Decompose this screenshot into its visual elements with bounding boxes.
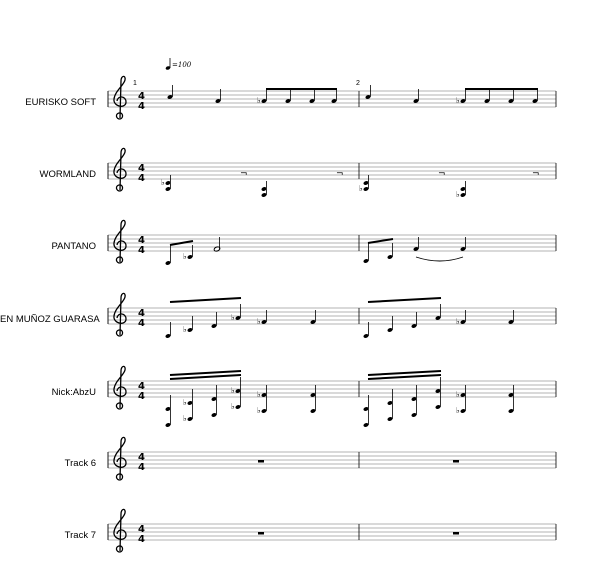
- flat-icon: ♭: [456, 190, 460, 199]
- treble-clef-icon: [114, 293, 126, 336]
- flat-icon: ♭: [359, 184, 363, 193]
- track-label-munoz-guarasa[interactable]: EN MUÑOZ GUARASA: [0, 314, 100, 325]
- track-5-notes: [165, 371, 514, 428]
- note-beam: [368, 371, 441, 375]
- whole-rest-icon: [258, 460, 264, 463]
- score-canvas: 4 4 ♭ ♭♭♭♭¬ ¬ ¬ ¬♭♭♭ ♭ ♭♭♭♭♭♭♭♭♭: [0, 0, 604, 577]
- track-label-eurisko-soft[interactable]: EURISKO SOFT: [25, 97, 96, 108]
- track-label-pantano[interactable]: PANTANO: [51, 241, 96, 252]
- flat-icon: ♭: [231, 402, 235, 411]
- notes-layer: [161, 85, 540, 535]
- flat-icon: ♭: [257, 390, 261, 399]
- note-beam: [170, 371, 241, 375]
- treble-clef-icon: [114, 437, 126, 480]
- staff-7: [108, 509, 556, 552]
- track-2-notes: [161, 169, 540, 199]
- flat-icon: ♭: [183, 398, 187, 407]
- track-label-track-7[interactable]: Track 7: [64, 530, 96, 541]
- track-label-track-6[interactable]: Track 6: [64, 458, 96, 469]
- note-beam: [368, 239, 393, 243]
- time-signature: [138, 308, 145, 329]
- treble-clef-icon: [114, 76, 126, 119]
- tempo-marking: =100: [172, 61, 192, 69]
- eighth-rest-icon: ¬: [438, 169, 446, 179]
- eighth-rest-icon: ¬: [336, 169, 344, 179]
- staves-layer: [108, 76, 556, 552]
- flat-icon: ♭: [231, 313, 235, 322]
- staff-5: [108, 366, 556, 409]
- treble-clef-icon: [114, 366, 126, 409]
- time-signature: [138, 163, 145, 184]
- tie: [416, 257, 463, 261]
- whole-rest-icon: [453, 532, 459, 535]
- staff-3: [108, 220, 556, 263]
- flat-icon: ♭: [456, 317, 460, 326]
- time-signature: [138, 235, 145, 256]
- note-beam: [170, 298, 241, 302]
- time-signature: [138, 524, 145, 545]
- flat-icon: ♭: [456, 406, 460, 415]
- eighth-rest-icon: ¬: [240, 169, 248, 179]
- eighth-rest-icon: ¬: [532, 169, 540, 179]
- whole-rest-icon: [258, 532, 264, 535]
- treble-clef-icon: [114, 509, 126, 552]
- flat-icon: ♭: [257, 96, 261, 105]
- flat-icon: ♭: [183, 252, 187, 261]
- flat-icon: ♭: [257, 317, 261, 326]
- staff-6: [108, 437, 556, 480]
- note-beam: [368, 298, 441, 302]
- track-label-nick-abzu[interactable]: Nick:AbzU: [51, 387, 96, 398]
- track-4-notes: [165, 298, 514, 339]
- flat-icon: ♭: [456, 96, 460, 105]
- measure-number-2: 2: [356, 80, 360, 87]
- time-signature: [138, 381, 145, 402]
- quarter-note-icon: [165, 58, 171, 70]
- flat-icon: ♭: [183, 414, 187, 423]
- flat-icon: ♭: [231, 386, 235, 395]
- track-label-wormland[interactable]: WORMLAND: [39, 169, 96, 180]
- note-beam: [368, 375, 441, 379]
- flat-icon: ♭: [456, 390, 460, 399]
- treble-clef-icon: [114, 220, 126, 263]
- measure-number-1: 1: [133, 80, 137, 87]
- flat-icon: ♭: [161, 178, 165, 187]
- flat-icon: ♭: [183, 325, 187, 334]
- whole-rest-icon: [453, 460, 459, 463]
- time-signature: [138, 452, 145, 473]
- flat-icon: ♭: [257, 406, 261, 415]
- staff-2: [108, 148, 556, 191]
- time-signature: [138, 91, 145, 112]
- staff-4: [108, 293, 556, 336]
- treble-clef-icon: [114, 148, 126, 191]
- staff-1: [108, 76, 556, 119]
- note-beam: [170, 375, 241, 379]
